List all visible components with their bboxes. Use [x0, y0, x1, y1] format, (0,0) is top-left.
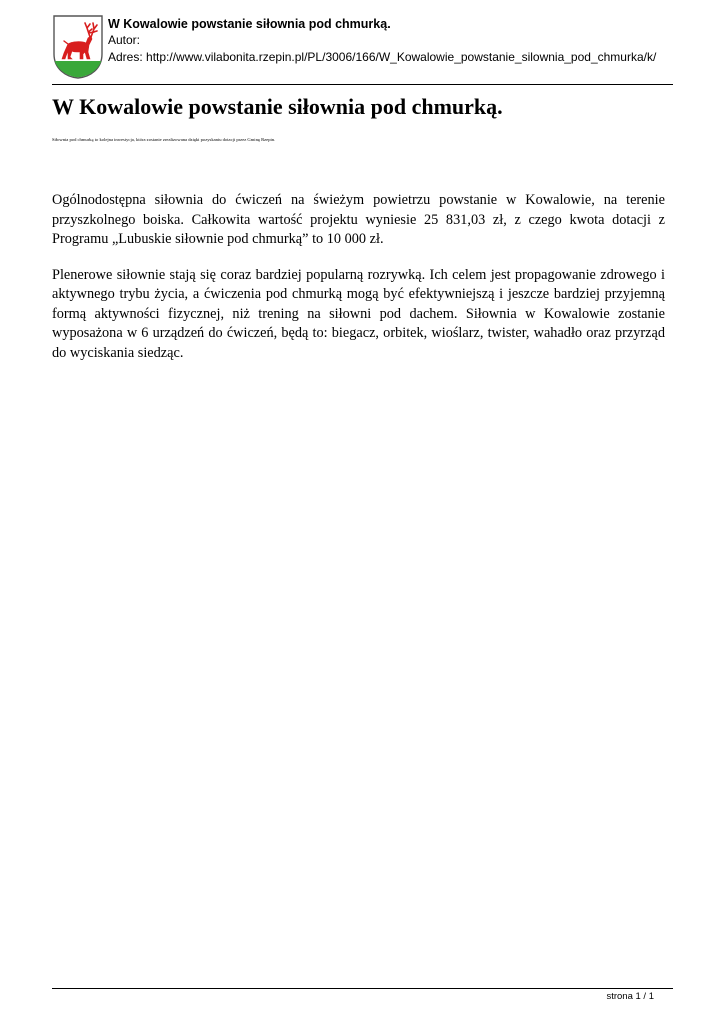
page-number: strona 1 / 1	[606, 991, 654, 1002]
article-title: W Kowalowie powstanie siłownia pod chmurką.	[52, 94, 503, 119]
coat-of-arms-deer-icon	[52, 14, 104, 80]
header-title: W Kowalowie powstanie siłownia pod chmurką.	[108, 17, 391, 31]
header-address: Adres: http://www.vilabonita.rzepin.pl/PL/3006/166/W_Kowalowie_powstanie_silownia_pod_chmurka/k/	[108, 50, 657, 64]
article-body	[52, 191, 665, 379]
page-header	[52, 14, 673, 85]
page-footer	[52, 988, 673, 1002]
header-text	[108, 16, 678, 66]
article-paragraph-2: Plenerowe siłownie stają się coraz bardziej popularną rozrywką. Ich celem jest propagowanie zdrowego i aktywnego trybu życia, a ćwiczenia pod chmurką mogą być efektywniejszą i jeszcze bardziej przyjemną formą aktywności fizycznej, niż trening na siłowni pod dachem. Siłownia w Kowalowie zostanie wyposażona w 6 urządzeń do ćwiczeń, będą to: biegacz, orbitek, wioślarz, twister, wahadło oraz przyrząd do wyciskania siedząc.	[52, 266, 665, 361]
article-lead: Siłownia pod chmurką to kolejna inwestycja, która zostanie zrealizowana dzięki pozyskaniu dotacji przez Gminę Rzepin.	[52, 137, 276, 142]
article-paragraph-1: Ogólnodostępna siłownia do ćwiczeń na świeżym powietrzu powstanie w Kowalowie, na terenie przyszkolnego boiska. Całkowita wartość projektu wyniesie 25 831,03 zł, z czego kwota dotacji z Programu „Lubuskie siłownie pod chmurką” to 10 000 zł.	[52, 192, 665, 247]
header-author: Autor:	[108, 33, 141, 47]
